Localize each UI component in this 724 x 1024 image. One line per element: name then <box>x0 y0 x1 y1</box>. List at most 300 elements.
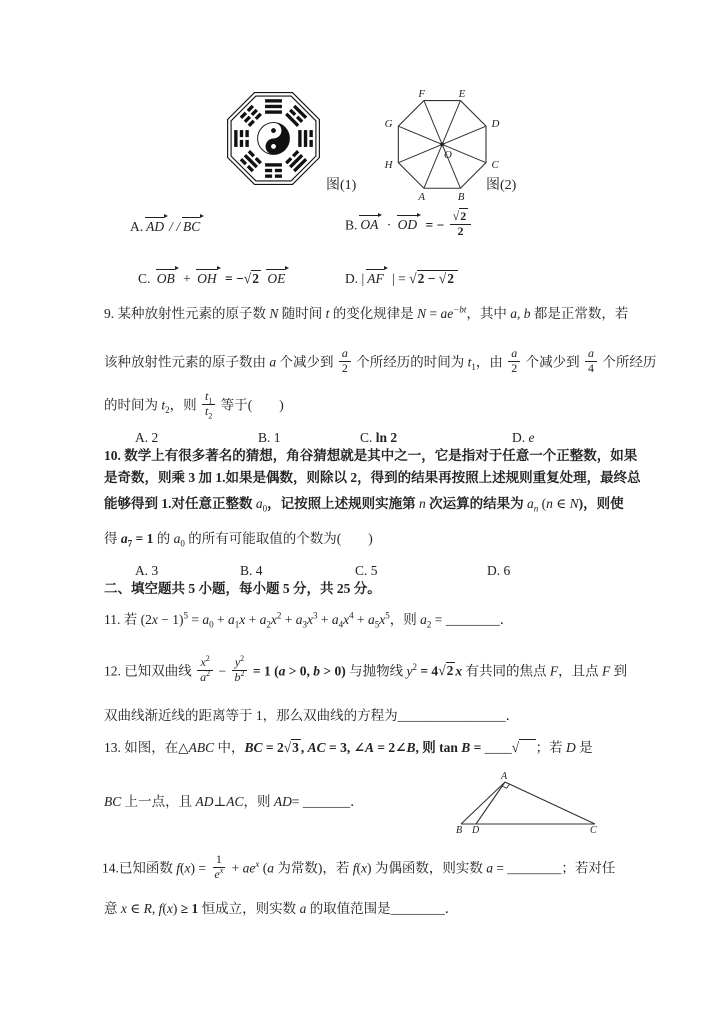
text-run: R <box>143 901 152 916</box>
text-run: ) <box>367 860 372 876</box>
subscript: 1 <box>471 362 476 373</box>
text-run: 1 <box>215 852 222 866</box>
text-run: b <box>234 669 241 684</box>
text-run: f <box>158 901 163 916</box>
numerator <box>339 347 351 362</box>
text-run: 14.已知函数 <box>102 860 177 876</box>
radical-sign: √ <box>243 270 252 287</box>
text-run: 随时间 <box>278 306 326 321</box>
subscript: 1 <box>234 619 240 630</box>
denominator <box>508 362 520 376</box>
text-run: D. <box>512 430 529 445</box>
text-run: ，且点 <box>558 663 602 679</box>
text-run: ____ <box>484 740 512 755</box>
text-run: N <box>569 496 579 511</box>
text-run: ；若 <box>535 740 567 755</box>
triangle-label-B: B <box>456 825 463 834</box>
text-run: ABC <box>188 740 215 755</box>
text-run: 个所经历的时间为 <box>352 354 468 370</box>
text-run: ( <box>356 860 362 876</box>
text-run: 到 <box>610 663 628 679</box>
fraction <box>211 853 226 882</box>
text-run: 4 <box>588 360 595 375</box>
text-run: (2 <box>140 612 152 627</box>
text-run: a <box>331 612 339 627</box>
text-run: ，则 <box>243 794 274 809</box>
triangle-label-A: A <box>501 771 508 782</box>
question-14-line-2 <box>104 901 458 918</box>
text-run: ) <box>172 901 178 916</box>
superscript: 2 <box>240 668 245 678</box>
text-run: 都是正常数，若 <box>530 306 629 321</box>
text-run: _______ <box>302 794 351 809</box>
text-run: 个减少到 <box>276 354 337 370</box>
text-run: D <box>566 740 576 755</box>
superscript: 2 <box>205 654 210 663</box>
vertex-label-D: D <box>491 118 500 131</box>
text-run <box>261 271 264 286</box>
text-run: A. 2 <box>135 430 159 445</box>
radical-sign: √ <box>452 208 460 224</box>
text-run: ⊥ <box>213 794 227 809</box>
sqrt <box>453 210 469 224</box>
text-run: = 4 <box>416 663 439 679</box>
vertex-label-C: C <box>491 159 499 172</box>
text-run: C. <box>360 430 376 445</box>
subscript: 2 <box>165 405 170 416</box>
text-run: 该种放射性元素的原子数由 <box>104 354 270 370</box>
text-run: t <box>467 354 472 370</box>
text-run: = <box>431 612 446 627</box>
triangle-diagram <box>452 770 602 834</box>
text-run: 意 <box>104 901 121 916</box>
text-run: B. 4 <box>240 563 263 578</box>
text-run: ) = <box>190 860 210 876</box>
text-run: e <box>528 430 535 445</box>
subscript: 2 <box>208 411 213 421</box>
text-run: a <box>269 354 277 370</box>
text-run: a <box>259 612 267 627</box>
vertex-label-A: A <box>418 191 426 203</box>
text-run: = <box>493 860 508 876</box>
text-run: 为偶函数，则实数 <box>371 860 487 876</box>
superscript: x <box>255 858 260 869</box>
text-run: 11. 若 <box>104 612 141 627</box>
vertex-label-H: H <box>384 159 393 172</box>
fraction <box>585 347 597 376</box>
text-run: 2 <box>446 663 454 679</box>
text-run: 得 <box>104 531 121 546</box>
superscript: x <box>219 865 224 875</box>
text-run: F <box>601 663 611 679</box>
figure1-caption: 图(1) <box>326 178 357 193</box>
text-run: ． <box>505 708 520 723</box>
text-run: = <box>470 740 485 755</box>
text-run: ( <box>162 901 167 916</box>
text-run: n <box>546 496 553 511</box>
text-run: ≥ 1 <box>177 901 199 916</box>
text-run: x <box>343 612 350 627</box>
text-run: + <box>179 271 195 286</box>
text-run: a <box>120 531 128 546</box>
text-run: a <box>367 612 375 627</box>
text-run: ，则 <box>389 612 421 627</box>
text-run: 是 <box>575 740 593 755</box>
radicand <box>519 739 536 755</box>
text-run: y <box>406 663 413 679</box>
vertex-label-B: B <box>457 191 465 203</box>
text-run: x <box>239 612 246 627</box>
denominator <box>197 668 213 685</box>
subscript: 0 <box>262 503 268 514</box>
text-run: A. <box>130 219 144 234</box>
text-run: 为常数)，若 <box>274 860 353 876</box>
text-run: C. 5 <box>355 563 378 578</box>
vector: OH <box>195 268 221 288</box>
text-run: = <box>187 612 203 627</box>
sqrt <box>512 740 536 757</box>
fraction <box>232 656 248 685</box>
text-run: AD <box>273 794 292 809</box>
text-run: 的取值范围是 <box>306 901 391 916</box>
vertex-label-E: E <box>458 87 466 100</box>
text-run: , <box>151 901 159 916</box>
superscript: 4 <box>349 610 354 621</box>
text-run: f <box>352 860 357 876</box>
bagua-icon <box>222 87 325 190</box>
sqrt <box>244 271 261 288</box>
superscript: −bt <box>453 304 467 315</box>
superscript: 2 <box>240 654 245 663</box>
text-run: D. | <box>345 271 365 286</box>
numerator <box>585 347 597 362</box>
radicand <box>459 208 468 223</box>
text-run: | = <box>388 271 410 286</box>
text-run: · <box>383 217 395 233</box>
radicand <box>291 739 301 755</box>
text-run: a <box>299 901 307 916</box>
text-run: D. 6 <box>487 563 511 578</box>
denominator <box>454 225 466 239</box>
question-9-line-2 <box>104 346 657 378</box>
choice-8-C <box>138 268 290 288</box>
text-run: ( <box>259 860 268 876</box>
text-run: ________ <box>445 612 500 627</box>
text-run: t <box>205 403 209 418</box>
superscript: 5 <box>183 610 188 621</box>
text-run: 2 − <box>417 271 439 286</box>
figure2-caption: 图(2) <box>486 178 517 193</box>
text-run: e <box>214 866 220 881</box>
text-run: 双曲线渐近线的距离等于 1，那么双曲线的方程为 <box>104 708 398 723</box>
triangle-label-C: C <box>590 825 597 834</box>
subscript: 0 <box>180 538 185 549</box>
text-run: = 3, ∠ <box>325 740 365 755</box>
denominator <box>202 405 215 419</box>
fraction <box>202 390 215 419</box>
text-run: BC <box>244 740 263 755</box>
vector: AD <box>144 216 168 236</box>
text-run: 个减少到 <box>522 354 584 370</box>
text-run: a <box>511 346 518 360</box>
text-run: , 则 <box>415 740 440 755</box>
text-run: x <box>361 860 368 876</box>
question-10-line-2 <box>104 470 641 487</box>
text-run: a <box>227 612 235 627</box>
text-run: = 2 <box>262 740 284 755</box>
text-run: ∈ <box>126 901 144 916</box>
text-run: ________________ <box>397 708 506 723</box>
center-label-O: O <box>444 149 452 162</box>
text-run: t <box>161 397 166 413</box>
question-12-line-2 <box>104 708 519 725</box>
text-run: = 2∠ <box>373 740 407 755</box>
text-run: b <box>313 663 321 679</box>
subscript: 2 <box>266 619 271 630</box>
text-run: a <box>267 860 275 876</box>
question-9-line-3 <box>104 389 284 421</box>
radicand <box>251 270 261 286</box>
text-run: 10. 数学上有很多著名的猜想，角谷猜想就是其中之一，它是指对于任意一个正整数，如果 <box>104 448 638 463</box>
text-run: 2 <box>457 223 464 238</box>
text-run: 有共同的焦点 <box>462 663 550 679</box>
text-run: y <box>234 655 241 669</box>
text-run: x <box>166 901 173 916</box>
radicand <box>446 662 456 678</box>
text-run: 的时间为 <box>104 397 162 413</box>
text-run: + <box>353 612 368 627</box>
text-run: B. 1 <box>258 430 281 445</box>
subscript: 7 <box>127 538 133 549</box>
radicand <box>417 270 458 286</box>
denominator <box>339 362 351 376</box>
text-run: ，其中 <box>466 306 511 321</box>
numerator <box>508 347 520 362</box>
text-run: 12. 已知双曲线 <box>104 663 196 679</box>
text-run: , <box>300 740 308 755</box>
text-run: a <box>200 669 207 684</box>
choice-10-C <box>355 563 378 580</box>
vertex-label-F: F <box>418 87 426 100</box>
fraction <box>508 347 520 376</box>
text-run: ae <box>242 860 256 876</box>
radical-sign: √ <box>409 270 417 287</box>
sqrt <box>439 271 456 288</box>
text-run: ． <box>350 794 364 809</box>
text-run: a <box>527 496 534 511</box>
text-run: = <box>426 306 441 321</box>
choice-10-B <box>240 563 263 580</box>
superscript: 2 <box>412 661 417 672</box>
text-run: x <box>455 663 463 679</box>
text-run: BC <box>104 794 122 809</box>
text-run: ，由 <box>475 354 507 370</box>
text-run: 次运算的结果为 <box>425 496 527 511</box>
text-run: = <box>291 794 303 809</box>
superscript: 2 <box>276 610 282 621</box>
question-13-line-1 <box>104 740 593 757</box>
text-run: 3 <box>292 740 299 755</box>
section-2-header <box>104 581 381 598</box>
numerator <box>232 656 247 671</box>
question-9-line-1 <box>104 306 628 323</box>
text-run: > 0) <box>320 663 346 679</box>
vector: BC <box>181 216 204 236</box>
question-10-line-4 <box>104 531 373 548</box>
text-run: 与抛物线 <box>345 663 407 679</box>
text-run: / / <box>169 219 181 234</box>
question-12-line-1 <box>104 654 628 687</box>
text-run: ae <box>440 306 454 321</box>
text-run: ． <box>499 612 514 627</box>
text-run: = 1 ( <box>249 663 279 679</box>
text-run: 上一点，且 <box>121 794 196 809</box>
text-run: f <box>176 860 181 876</box>
text-run: F <box>549 663 559 679</box>
text-run: ∈ <box>552 496 570 511</box>
vector: OD <box>396 214 422 234</box>
text-run: 个所经历 <box>599 354 657 370</box>
subscript: 0 <box>209 619 214 630</box>
fraction <box>197 656 213 685</box>
text-run: B. <box>345 217 358 233</box>
text-run: B <box>461 740 471 755</box>
text-run: ________ <box>390 901 445 916</box>
denominator <box>585 362 597 376</box>
text-run: tan <box>439 740 462 755</box>
choice-9-C <box>360 430 397 447</box>
text-run: A <box>364 740 374 755</box>
text-run: x <box>270 612 277 627</box>
text-run: 二、填空题共 5 小题，每小题 5 分，共 25 分。 <box>104 581 381 596</box>
text-run: a <box>202 612 210 627</box>
text-run: 的变化规律是 <box>329 306 418 321</box>
text-run: = − <box>221 271 244 286</box>
text-run: 2 <box>447 271 454 286</box>
question-10-line-3 <box>104 496 624 513</box>
choice-10-D <box>487 563 510 580</box>
text-run: a <box>255 496 263 511</box>
text-run: = − <box>422 217 448 233</box>
subscript: 4 <box>338 619 344 630</box>
text-run: B <box>406 740 416 755</box>
sqrt <box>409 271 458 288</box>
superscript: 2 <box>206 668 211 678</box>
text-run: AC <box>307 740 326 755</box>
text-run: a <box>420 612 427 627</box>
text-run: n <box>419 496 426 511</box>
fraction <box>450 210 472 239</box>
text-run: x <box>184 860 191 876</box>
choice-9-D <box>512 430 535 447</box>
triangle-figure <box>452 770 602 839</box>
radical-sign: √ <box>438 270 447 287</box>
text-run: x <box>120 901 127 916</box>
text-run: − <box>215 663 230 679</box>
numerator <box>202 390 215 405</box>
text-run: 等于( ) <box>217 397 284 413</box>
vector: OA <box>358 214 382 234</box>
question-14-line-1 <box>102 852 616 884</box>
text-run: ( <box>538 496 547 511</box>
sqrt <box>438 663 455 680</box>
subscript: 1 <box>208 396 213 406</box>
choice-10-A <box>135 563 158 580</box>
text-run: + <box>317 612 332 627</box>
denominator <box>232 668 248 685</box>
text-run: + <box>228 860 243 876</box>
vertex-label-G: G <box>384 118 393 131</box>
text-run: + <box>213 612 228 627</box>
denominator <box>211 865 226 882</box>
text-run: 恒成立，则实数 <box>198 901 300 916</box>
text-run: 9. 某种放射性元素的原子数 <box>104 306 270 321</box>
text-run: x <box>200 655 206 669</box>
text-run: 的 <box>153 531 174 546</box>
sqrt <box>284 740 301 757</box>
superscript: 3 <box>312 610 318 621</box>
radical-sign: √ <box>283 739 292 756</box>
text-run: 2 <box>460 209 467 223</box>
subscript: 3 <box>302 619 307 630</box>
triangle-label-D: D <box>472 825 480 834</box>
choice-8-D <box>345 268 458 288</box>
text-run: + <box>245 612 260 627</box>
text-run: a <box>486 860 494 876</box>
text-run: 的所有可能取值的个数为( ) <box>184 531 373 546</box>
radical-sign: √ <box>511 739 520 756</box>
vector: AF <box>365 268 388 288</box>
text-run: ________ <box>507 860 562 876</box>
radical-sign: √ <box>438 662 446 679</box>
choice-8-B <box>345 208 473 241</box>
question-10-line-1 <box>104 448 637 465</box>
text-run: a <box>278 663 286 679</box>
text-run: a <box>295 612 303 627</box>
bagua-figure <box>222 87 325 195</box>
text-run: 13. 如图，在△ <box>104 740 189 755</box>
text-run: a, b <box>510 306 531 321</box>
question-11 <box>104 612 513 629</box>
text-run: + <box>281 612 296 627</box>
choice-9-A <box>135 430 158 447</box>
text-run: a <box>341 346 348 360</box>
text-run <box>520 740 534 755</box>
radicand <box>446 270 456 286</box>
text-run: N <box>417 306 427 321</box>
text-run: a <box>173 531 181 546</box>
text-run: C. <box>138 271 154 286</box>
text-run: ，则 <box>169 397 201 413</box>
choice-9-B <box>258 430 281 447</box>
question-13-line-2 <box>104 794 364 811</box>
text-run: ． <box>444 901 459 916</box>
vector: OE <box>265 268 289 288</box>
text-run: 是奇数，则乘 3 加 1.如果是偶数，则除以 2，得到的结果再按照上述规则重复处理，最终总 <box>104 470 641 485</box>
text-run: N <box>269 306 279 321</box>
text-run: ；若对任 <box>561 860 616 876</box>
text-run: AC <box>226 794 244 809</box>
text-run: 中， <box>214 740 245 755</box>
text-run: 能够得到 1.对任意正整数 <box>104 496 256 511</box>
choice-8-A <box>130 216 205 236</box>
text-run: = 1 <box>132 531 154 546</box>
text-run: x <box>379 612 386 627</box>
text-run: a <box>588 346 595 360</box>
superscript: 5 <box>385 610 390 621</box>
text-run: x <box>306 612 313 627</box>
text-run: ( <box>180 860 185 876</box>
